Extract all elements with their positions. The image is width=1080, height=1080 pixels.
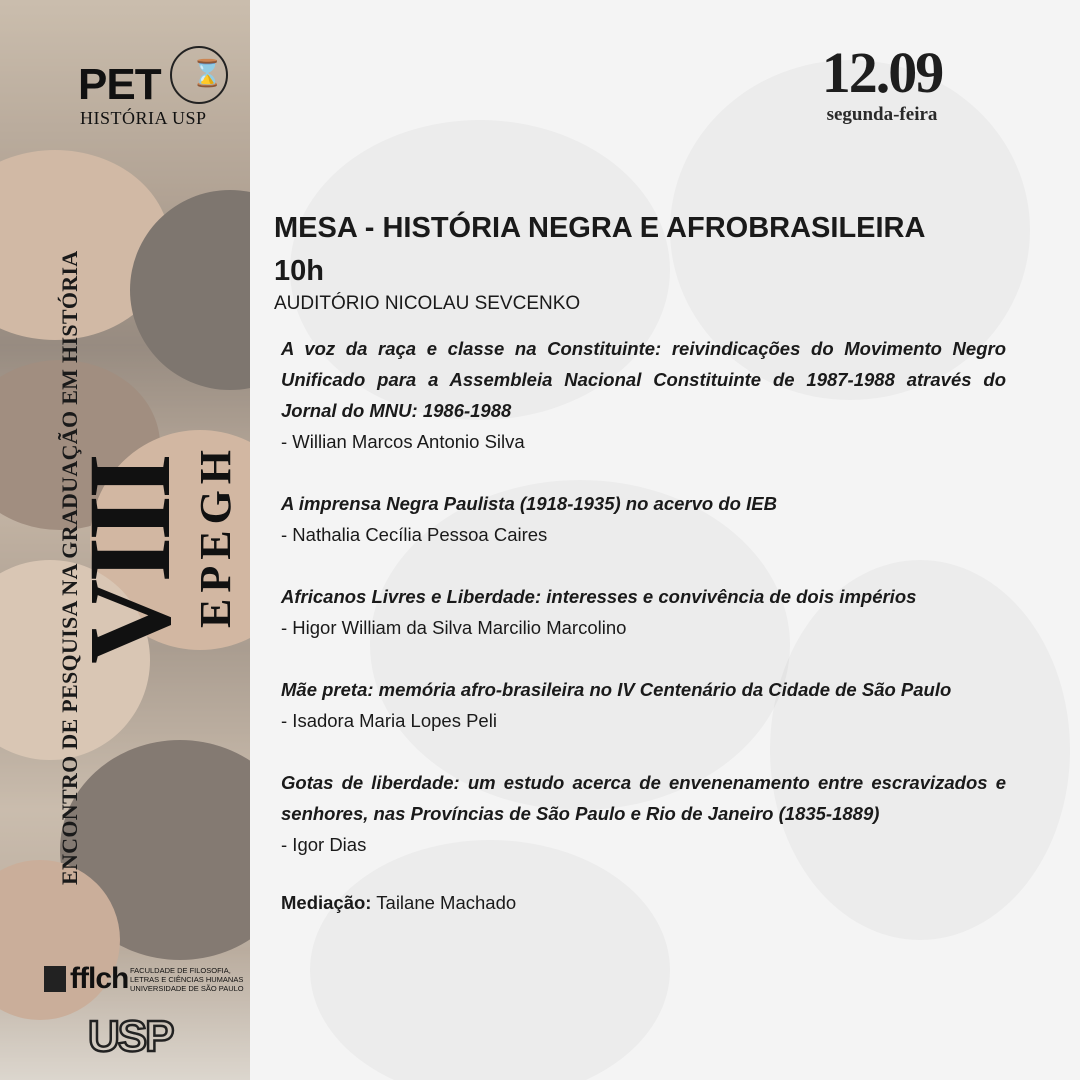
session-venue: AUDITÓRIO NICOLAU SEVCENKO — [274, 293, 581, 314]
sidebar-branding — [0, 0, 250, 1080]
hourglass-seal-icon — [170, 46, 228, 104]
talk-list — [281, 333, 1006, 918]
list-item — [281, 581, 1006, 643]
mediation-label: Mediação: — [281, 892, 372, 913]
list-item — [281, 674, 1006, 736]
pet-logo — [78, 44, 228, 134]
talk-title: Africanos Livres e Liberdade: interesses e convivência de dois impérios — [281, 586, 917, 607]
mediation — [281, 887, 1006, 918]
talk-author: - Igor Dias — [281, 834, 367, 855]
session-panel — [274, 205, 1006, 918]
talk-author: - Higor William da Silva Marcilio Marcolino — [281, 617, 627, 638]
list-item — [281, 767, 1006, 860]
talk-title: A voz da raça e classe na Constituinte: reivindicações do Movimento Negro Unificado para a Assembleia Nacional Constituinte de 1987-1988 através do Jornal do MNU: 1986-1988 — [281, 338, 1006, 421]
list-item — [281, 333, 1006, 457]
pet-logo-text: PET — [78, 60, 161, 109]
talk-title: A imprensa Negra Paulista (1918-1935) no acervo do IEB — [281, 493, 777, 514]
session-time: 10h — [274, 255, 324, 287]
talk-title: Gotas de liberdade: um estudo acerca de envenenamento entre escravizados e senhores, nas Províncias de São Paulo e Rio de Janeiro (1835-1889) — [281, 772, 1006, 824]
session-title: MESA - HISTÓRIA NEGRA E AFROBRASILEIRA — [274, 212, 926, 244]
pet-logo-subtitle: HISTÓRIA USP — [80, 108, 207, 128]
fflch-mark-icon — [44, 966, 66, 992]
talk-author: - Isadora Maria Lopes Peli — [281, 710, 497, 731]
event-edition: VIII — [64, 457, 195, 664]
event-acronym: EPEGH — [191, 443, 240, 628]
date-day: 12.09 — [821, 40, 943, 105]
event-date — [782, 40, 982, 126]
talk-author: - Willian Marcos Antonio Silva — [281, 431, 525, 452]
usp-logo: USP — [88, 1012, 173, 1061]
list-item — [281, 488, 1006, 550]
mediation-name: Tailane Machado — [376, 892, 517, 913]
fflch-name: fflch — [70, 962, 129, 995]
event-full-name: ENCONTRO DE PESQUISA NA GRADUAÇÃO EM HISTÓRIA — [57, 250, 82, 885]
fflch-logo — [44, 964, 254, 998]
talk-author: - Nathalia Cecília Pessoa Caires — [281, 524, 548, 545]
hourglass-icon: ⌛ — [191, 58, 224, 88]
date-weekday: segunda-feira — [826, 104, 938, 125]
talk-title: Mãe preta: memória afro-brasileira no IV Centenário da Cidade de São Paulo — [281, 679, 952, 700]
fflch-description: FACULDADE DE FILOSOFIA, LETRAS E CIÊNCIAS HUMANAS UNIVERSIDADE DE SÃO PAULO — [130, 966, 244, 993]
